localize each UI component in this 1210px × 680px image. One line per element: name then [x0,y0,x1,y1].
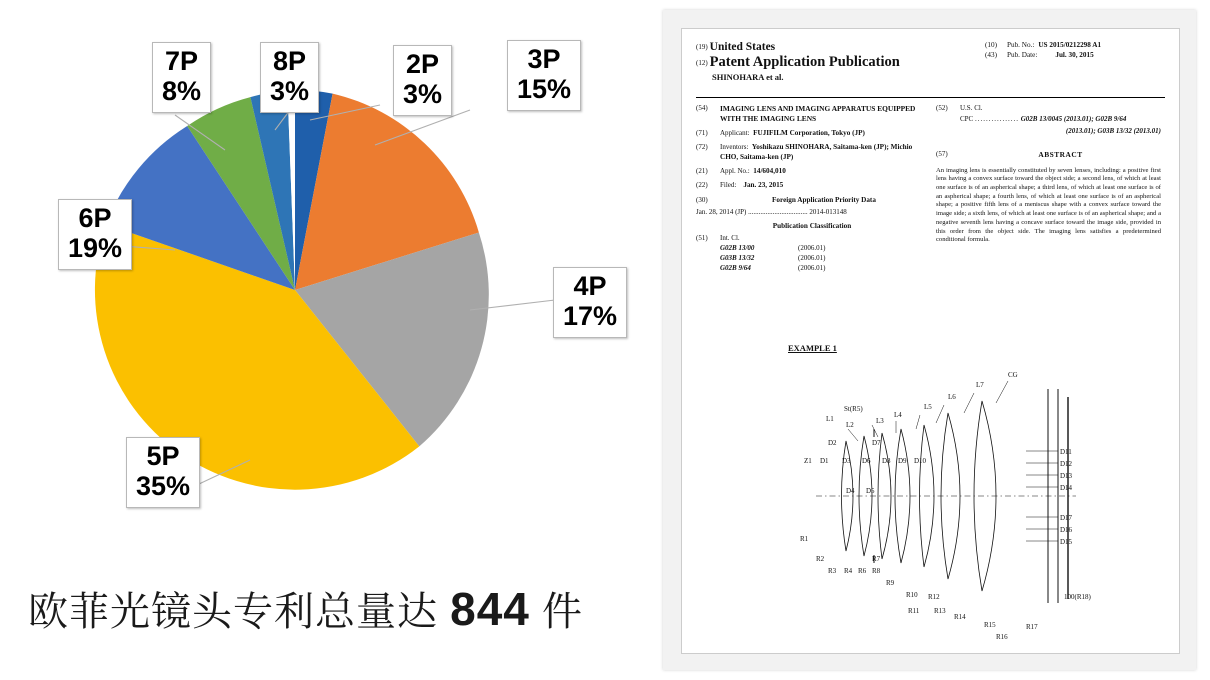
field-code-2: (21) [696,167,708,176]
fig-callout-L6: L6 [948,393,956,401]
fig-callout-L1: L1 [826,415,834,423]
caption-prefix: 欧菲光镜头专利总量达 [28,590,451,634]
field-value-3: Jan. 23, 2015 [743,181,784,190]
fig-callout-D12: D12 [1060,460,1073,468]
patent-document-panel [663,10,1196,670]
kind-name: Patent Application Publication [709,54,900,70]
intcl-class-2: G02B 9/64 [720,263,751,272]
fig-callout-R13: R13 [934,607,946,615]
fig-callout-D10: D10 [914,457,927,465]
fig-callout-D17: D17 [1060,514,1073,522]
uscl-cpc-label: CPC [960,115,974,124]
country-code: (19) [696,43,708,51]
pub-no-value: US 2015/0212298 A1 [1038,41,1102,49]
patent-page [681,28,1180,654]
patent-left-column [696,104,936,274]
fig-callout-R10: R10 [906,591,918,599]
fig-callout-D15: D15 [1060,538,1073,546]
uscl-line1: G02B 13/0045 (2013.01); G02B 9/64 [1020,115,1127,124]
chart-caption [28,580,583,637]
fig-callout-D1: D1 [820,457,829,465]
fig-callout-D14: D14 [1060,484,1073,492]
fig-callout-L2: L2 [846,421,854,429]
field-value-0: FUJIFILM Corporation, Tokyo (JP) [753,128,865,137]
fig-callout-D13: D13 [1060,472,1073,480]
field-label-3: Filed: [720,181,737,190]
field-label-0: Applicant: [720,128,750,137]
fig-callout-L4: L4 [894,411,902,419]
pub-class-heading: Publication Classification [772,222,852,231]
field-value-2: 14/604,010 [753,167,786,176]
patent-title: IMAGING LENS AND IMAGING APPARATUS EQUIPPED WITH THE IMAGING LENS [720,104,916,123]
patent-figure [696,341,1165,651]
intcl-label: Int. Cl. [720,234,740,243]
fig-callout-D11: D11 [1060,448,1072,456]
fig-callout-R17: R17 [1026,623,1038,631]
fig-callout-D5: D5 [866,487,875,495]
fig-callout-D9: D9 [898,457,907,465]
pub-date-label: Pub. Date: [1007,51,1038,59]
fig-callout-R15: R15 [984,621,996,629]
field-code-1: (72) [696,143,708,152]
field-code-0: (71) [696,128,708,137]
lens-diagram-svg [696,341,1166,641]
fig-callout-R9: R9 [886,579,895,587]
fig-callout-R6: R6 [858,567,867,575]
patent-body-columns [696,104,1165,274]
fig-callout-R4: R4 [844,567,853,575]
abstract-code: (57) [936,149,948,158]
fig-callout-R14: R14 [954,613,966,621]
intcl-class-0: G02B 13/00 [720,244,755,253]
field-label-1: Inventors: [720,143,749,152]
fig-callout-D2: D2 [828,439,837,447]
uscl-label: U.S. Cl. [960,104,983,112]
abstract-heading: ABSTRACT [1038,149,1083,159]
fig-callout-R12: R12 [928,593,940,601]
intcl-class-1: G03B 13/32 [720,254,755,263]
pie-chart [0,0,660,560]
field-code-3: (22) [696,181,708,190]
pub-no-code: (10) [985,41,997,49]
pie-slices [95,90,489,490]
pub-date-value: Jul. 30, 2015 [1055,51,1094,59]
fig-callout-D8: D8 [882,457,891,465]
fig-callout-L7: L7 [976,381,984,389]
fig-callout-Z1: Z1 [804,457,812,465]
fig-callout-R8: R8 [872,567,881,575]
caption-suffix: 件 [529,590,583,634]
country-name: United States [709,41,776,53]
fig-callout-D4: D4 [846,487,855,495]
field-label-2: Appl. No.: [720,167,750,176]
fig-callout-100R18: 100(R18) [1064,593,1091,601]
intcl-code: (51) [696,234,708,243]
intcl-date-0: (2006.01) [798,244,826,253]
fig-callout-L5: L5 [924,403,932,411]
patent-header [696,41,1165,98]
figure-label: EXAMPLE 1 [788,343,837,353]
caption-number: 844 [450,583,530,635]
uscl-code: (52) [936,104,948,112]
pie-label-2P: 2P 3% [393,45,452,116]
pie-label-5P: 5P 35% [126,437,200,508]
title-code: (54) [696,104,708,112]
intcl-date-2: (2006.01) [798,263,826,272]
priority-heading: Foreign Application Priority Data [772,195,876,204]
priority-code: (30) [696,195,708,204]
pie-label-6P: 6P 19% [58,199,132,270]
fig-callout-R2: R2 [816,555,825,563]
pub-no-label: Pub. No.: [1007,41,1035,49]
kind-code: (12) [696,59,708,67]
fig-callout-D7: D7 [872,439,881,447]
applicant-line: SHINOHARA et al. [712,72,784,82]
fig-callout-L3: L3 [876,417,884,425]
fig-callout-CG: CG [1008,371,1018,379]
fig-callout-R1: R1 [800,535,809,543]
uscl-line2: (2013.01); G03B 13/32 (2013.01) [1065,126,1161,135]
fig-callout-D16: D16 [1060,526,1073,534]
pie-label-4P: 4P 17% [553,267,627,338]
pie-label-7P: 7P 8% [152,42,211,113]
fig-callout-St: St(R5) [844,405,863,413]
pie-label-8P: 8P 3% [260,42,319,113]
pub-date-code: (43) [985,51,997,59]
patent-right-column [936,104,1161,274]
field-value-1: Yoshikazu SHINOHARA, Saitama-ken (JP); Michio CHO, Saitama-ken (JP) [720,143,913,161]
fig-callout-D3: D3 [842,457,851,465]
abstract-body: An imaging lens is essentially constituted by seven lenses, including: a positive first lens having a convex surface toward the object side; a second lens, of which at least one surface is of an aspherical shape; a third lens, of which at least one surface is of an aspherical shape; a fourth lens, of which at least one surface is of an aspherical shape; a positive fifth lens of a meniscus shape with a convex surface toward the image side; a sixth lens, of which at least one surface is of an aspherical shape; and a negative seventh lens having a concave surface toward the image side, provided in this order from the object side. The imaging lens satisfies a predetermined conditional formula. [936,166,1161,244]
pie-label-3P: 3P 15% [507,40,581,111]
fig-callout-D6: D6 [862,457,871,465]
fig-callout-R7: R7 [872,555,881,563]
fig-callout-R16: R16 [996,633,1008,641]
uscl-dots: ................ [974,115,1019,124]
priority-line: Jan. 28, 2014 (JP) .................................. 2014-013148 [696,208,847,217]
fig-callout-R11: R11 [908,607,920,615]
fig-callout-R3: R3 [828,567,837,575]
intcl-date-1: (2006.01) [798,254,826,263]
